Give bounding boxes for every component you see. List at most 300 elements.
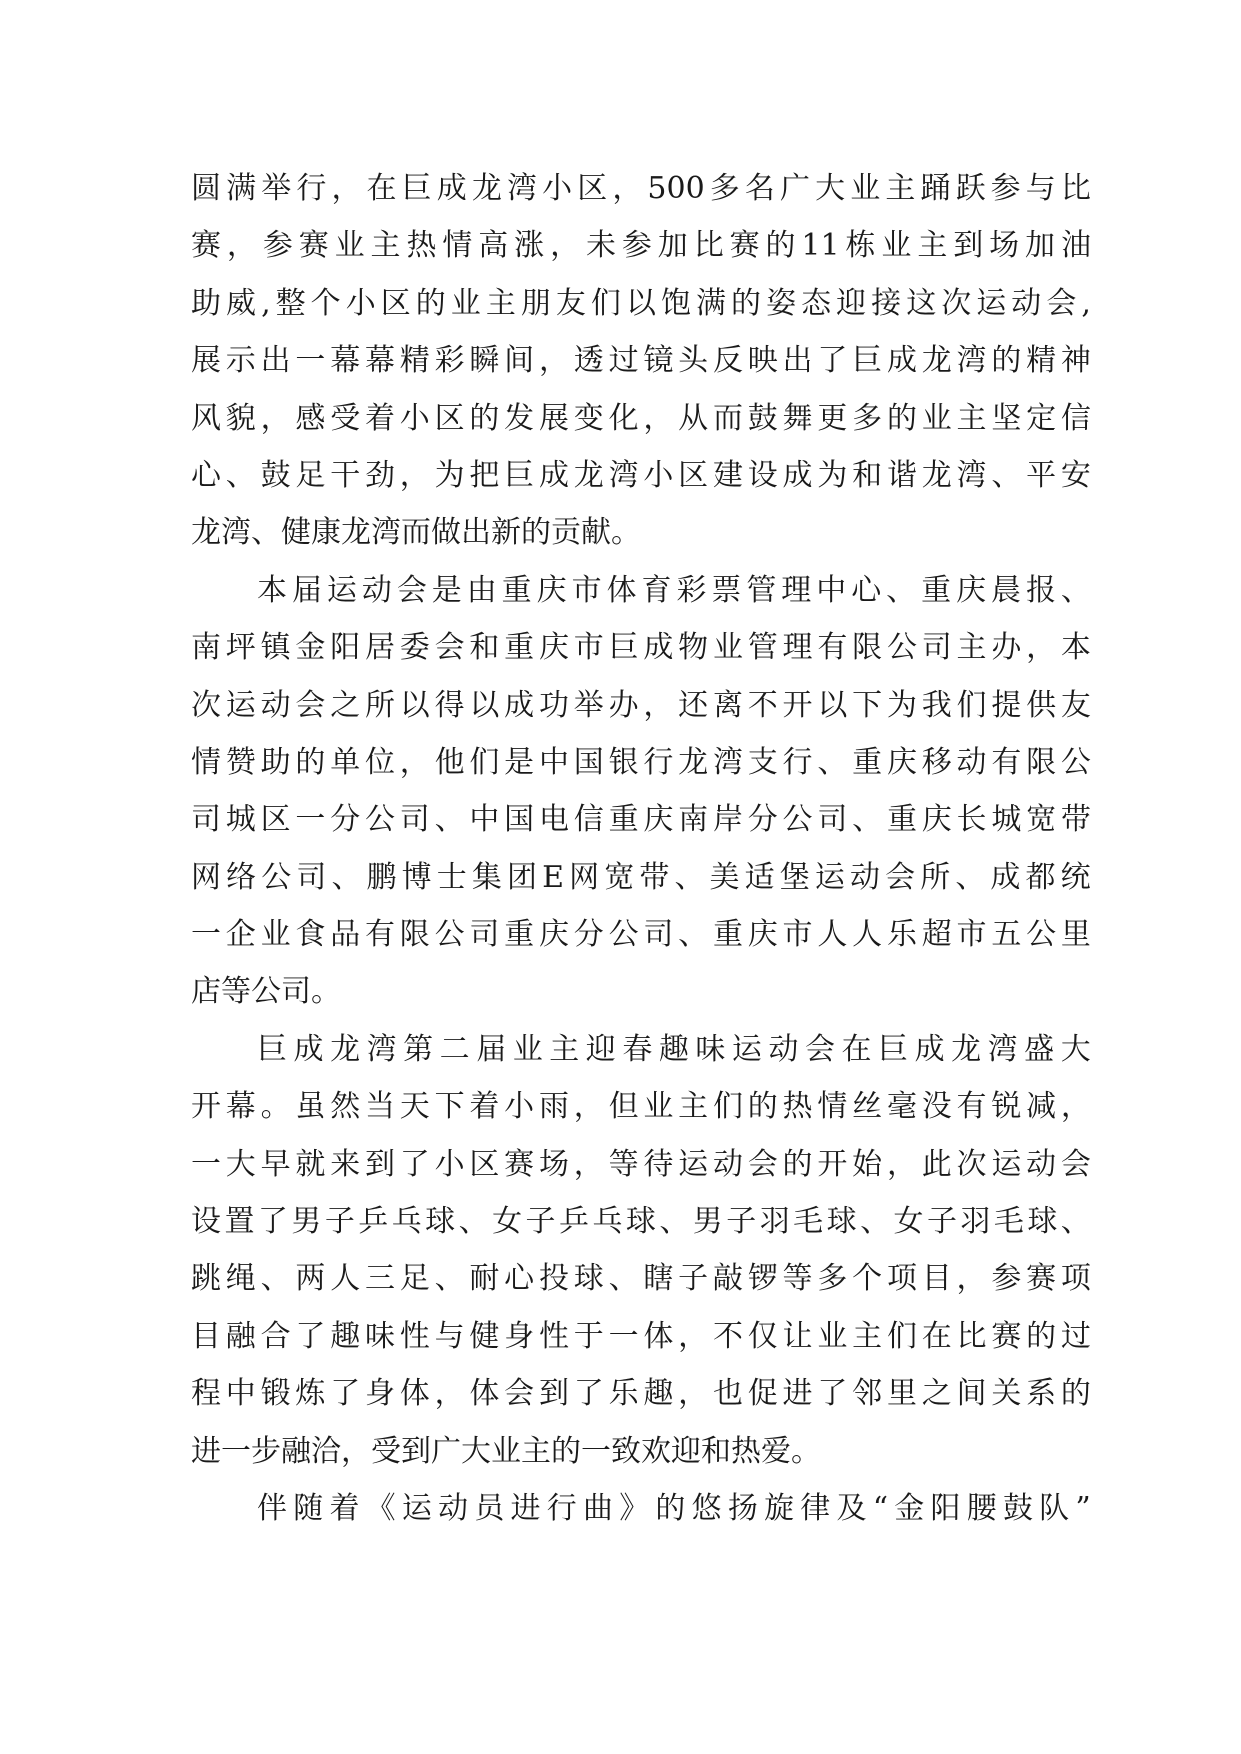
text-glyph: 男 [692,1204,723,1240]
text-glyph: 三 [364,1261,395,1297]
text-glyph: 锣 [747,1261,778,1297]
text-glyph: 的 [521,515,551,551]
text-glyph: 镇 [260,630,291,666]
text-glyph: 过 [1060,1318,1091,1354]
text-glyph: 湾 [371,515,401,551]
text-glyph: 、 [991,457,1022,493]
text-glyph: 中 [538,744,569,780]
text-glyph: 多 [709,171,740,206]
text-glyph: 食 [295,917,326,953]
text-glyph: 了 [399,1146,430,1182]
text-glyph: 分 [573,917,604,953]
text-glyph: 安 [1060,457,1091,493]
text-glyph: 让 [782,1318,813,1354]
text-glyph: 未 [585,228,616,264]
text-glyph: ， [573,1146,604,1182]
text-glyph: 减 [1026,1089,1057,1125]
text-glyph: 会 [747,1146,778,1182]
text-glyph: 毫 [886,1089,917,1125]
text-glyph: 在 [366,171,397,206]
text-glyph: 以 [469,687,500,723]
text-glyph: 参 [262,228,293,264]
text-glyph: 限 [399,917,430,953]
text-glyph: 主 [956,630,987,666]
text-glyph: 欢 [641,1433,671,1469]
text-glyph: 。 [260,1089,291,1125]
text-glyph: 集 [471,859,502,895]
text-glyph: 络 [226,859,257,895]
text-glyph: 鼓 [747,400,778,436]
text-glyph: 会 [804,1031,835,1067]
text-glyph: 赞 [225,744,256,780]
text-glyph: 办 [608,687,639,723]
text-glyph: 供 [1026,687,1057,723]
text-glyph: 司 [296,859,327,895]
text-glyph: 城 [991,802,1022,838]
text-glyph: 国 [573,744,604,780]
text-glyph: 分 [747,802,778,838]
text-glyph: 子 [926,1204,957,1240]
text-glyph: 的 [1060,1376,1091,1412]
text-glyph: 网 [569,859,600,895]
text-glyph: 主 [852,1318,883,1354]
text-glyph: 龙 [678,744,709,780]
text-glyph: 、 [251,515,281,551]
text-glyph: 动 [956,744,987,780]
text-glyph: 成 [914,1031,945,1067]
text-glyph: 鼓 [260,457,291,493]
text-glyph: 主 [956,400,987,436]
text-glyph: 不 [747,687,778,723]
text-glyph: 成 [643,630,674,666]
text-glyph: 大 [815,171,846,206]
text-glyph: 此 [921,1146,952,1182]
text-glyph: ， [612,171,643,206]
text-glyph: 反 [712,343,743,379]
text-glyph: 、 [817,744,848,780]
text-glyph: 我 [921,687,952,723]
text-glyph: 主 [549,1031,580,1067]
text-glyph: 业 [643,1089,674,1125]
text-glyph: 城 [225,802,256,838]
text-line [191,1193,1091,1250]
text-glyph: 进 [191,1433,221,1469]
text-glyph: 了 [573,1376,604,1412]
text-glyph: 、 [260,1261,291,1297]
text-glyph: 乓 [391,1204,422,1240]
text-glyph: 不 [712,1318,743,1354]
text-glyph: 的 [782,1146,813,1182]
text-glyph: 映 [747,343,778,379]
text-glyph: 11 [801,228,840,264]
text-glyph: 圆 [191,171,221,206]
text-glyph: 早 [260,1146,291,1182]
text-glyph: 迎 [671,1433,701,1469]
text-glyph: 项 [886,1261,917,1297]
text-glyph: 旋 [764,1490,795,1526]
text-glyph: 体 [606,572,637,608]
text-glyph: 、 [1060,572,1091,608]
text-glyph: 满 [226,171,257,206]
text-glyph: 会 [434,630,465,666]
text-glyph: 信 [1060,400,1091,436]
text-glyph: 羽 [960,1204,991,1240]
text-glyph: 威 [226,285,257,321]
text-glyph: ， [550,228,581,264]
text-glyph: 示 [225,343,256,379]
text-glyph: 管 [747,630,778,666]
text-glyph: 由 [466,572,497,608]
text-glyph: 行 [296,171,327,206]
text-glyph: 坚 [991,400,1022,436]
text-glyph: 待 [643,1146,674,1182]
text-glyph: 运 [731,1031,762,1067]
text-glyph: 幕 [330,343,361,379]
text-glyph: 司 [469,917,500,953]
text-glyph: 庆 [538,917,569,953]
text-glyph: 耐 [469,1261,500,1297]
text-glyph: 一 [608,1318,639,1354]
text-glyph: 湾 [608,457,639,493]
text-glyph: 公 [886,630,917,666]
text-glyph: 龙 [330,1031,361,1067]
text-glyph: 动 [712,1146,743,1182]
text-glyph: 赛 [729,228,760,264]
text-glyph: 里 [886,1376,917,1412]
text-glyph: 小 [399,400,430,436]
text-glyph: 提 [991,687,1022,723]
text-glyph: 们 [590,285,621,321]
text-glyph: 心 [504,1261,535,1297]
text-glyph: 趣 [330,1318,361,1354]
text-glyph: 带 [1060,802,1091,838]
text-glyph: 友 [1060,687,1091,723]
text-glyph: 乐 [608,1376,639,1412]
text-glyph: 市 [573,630,604,666]
text-glyph: 化 [608,400,639,436]
text-glyph: ， [226,228,257,264]
text-glyph: 、 [1060,1204,1091,1240]
text-glyph: 为 [434,457,465,493]
text-glyph: 为 [817,457,848,493]
text-glyph: 幕 [364,343,395,379]
text-glyph: 程 [191,1376,221,1412]
text-glyph: 运 [326,572,357,608]
text-glyph: 成 [886,343,917,379]
text-glyph: 业 [334,228,365,264]
text-glyph: 是 [504,744,535,780]
text-glyph: 涨 [514,228,545,264]
text-glyph: 晨 [991,572,1022,608]
text-glyph: 成 [504,687,535,723]
text-glyph: 赛 [1026,1261,1057,1297]
text-glyph: 主 [917,228,948,264]
text-glyph: 司 [817,802,848,838]
text-line [191,332,1091,389]
text-glyph: 干 [330,457,361,493]
text-glyph: 场 [989,228,1020,264]
text-glyph: 区 [469,1146,500,1182]
text-glyph: 里 [1060,917,1091,953]
text-glyph: 鹏 [366,859,397,895]
text-glyph: 多 [852,400,883,436]
text-glyph: 子 [324,1204,355,1240]
text-glyph: 而 [712,400,743,436]
text-glyph: 了 [257,1204,288,1240]
text-glyph: 理 [782,630,813,666]
text-glyph: 彩 [434,343,465,379]
text-glyph: 主 [485,285,516,321]
text-glyph: 足 [399,1261,430,1297]
text-glyph: 重 [852,744,883,780]
text-glyph: , [261,285,271,321]
text-line [191,160,1091,217]
text-glyph: ， [643,400,674,436]
text-glyph: 业 [450,285,481,321]
text-line [191,1423,1091,1480]
text-glyph: 饱 [660,285,691,321]
text-glyph: 中 [816,572,847,608]
text-glyph: 会 [295,687,326,723]
text-glyph: 主 [678,1089,709,1125]
text-glyph: 区 [678,457,709,493]
text-glyph: 瞬 [469,343,500,379]
text-glyph: 有 [991,744,1022,780]
text-glyph: 有 [956,1089,987,1125]
text-glyph: 融 [281,1433,311,1469]
text-glyph: 运 [991,1146,1022,1182]
text-glyph: 助 [191,285,221,321]
text-glyph: 重 [608,802,639,838]
text-glyph: 司 [191,802,221,838]
text-glyph: 。 [311,974,341,1010]
text-glyph: 行 [782,744,813,780]
text-glyph: 动 [1026,1146,1057,1182]
text-glyph: 在 [921,1318,952,1354]
text-glyph: 风 [191,400,221,436]
text-line [191,1365,1091,1422]
text-glyph: 限 [1026,744,1057,780]
text-glyph: 巨 [257,1031,287,1067]
text-glyph: 运 [225,687,256,723]
text-glyph: 然 [330,1089,361,1125]
text-glyph: 身 [364,1376,395,1412]
text-glyph: 跳 [191,1261,221,1297]
text-glyph: 次 [941,285,972,321]
text-glyph: 出 [782,343,813,379]
text-glyph: 满 [696,285,727,321]
text-glyph: 会 [396,572,427,608]
text-glyph: 间 [956,1376,987,1412]
text-glyph: 区 [577,171,608,206]
text-glyph: 子 [678,1261,709,1297]
text-glyph: 届 [476,1031,507,1067]
text-line [191,1078,1091,1135]
text-glyph: 当 [364,1089,395,1125]
text-glyph: 目 [191,1318,221,1354]
text-glyph: ， [341,1433,371,1469]
text-glyph: 动 [768,1031,799,1067]
text-glyph: 更 [817,400,848,436]
text-glyph: 舞 [782,400,813,436]
text-line [191,447,1091,504]
text-glyph: 巨 [852,343,883,379]
text-glyph: 成 [293,1031,324,1067]
text-glyph: 洽 [311,1433,341,1469]
text-glyph: 龙 [921,343,952,379]
text-glyph: 的 [1026,1318,1057,1354]
text-glyph: 项 [1060,1261,1091,1297]
text-glyph: 到 [953,228,984,264]
text-glyph: 区 [380,285,411,321]
text-glyph: ， [956,1261,987,1297]
text-glyph: 男 [291,1204,322,1240]
text-glyph: 的 [731,285,762,321]
text-glyph: 小 [345,285,376,321]
text-glyph: 业 [850,171,881,206]
text-glyph: 等 [782,1261,813,1297]
text-glyph: 大 [461,1433,491,1469]
text-glyph: 趣 [658,1031,689,1067]
text-glyph: 中 [225,1376,256,1412]
text-glyph: 下 [852,687,883,723]
text-glyph: 栋 [845,228,876,264]
text-glyph: 新 [491,515,521,551]
text-glyph: 龙 [573,457,604,493]
text-glyph: 性 [399,1318,430,1354]
text-glyph: 也 [712,1376,743,1412]
text-glyph: 油 [1060,228,1091,264]
text-glyph: 美 [709,859,740,895]
text-glyph: 电 [538,802,569,838]
text-glyph: 运 [814,859,845,895]
text-glyph: 湾 [987,1031,1018,1067]
text-glyph: 的 [551,1433,581,1469]
text-glyph: 等 [221,974,251,1010]
text-glyph: 超 [921,917,952,953]
text-glyph: 会 [1046,285,1077,321]
text-glyph: 小 [643,457,674,493]
text-glyph: 公 [782,802,813,838]
text-glyph: 庆 [536,572,567,608]
text-glyph: 了 [330,1376,361,1412]
text-glyph: 单 [330,744,361,780]
text-glyph: 幕 [225,1089,256,1125]
text-glyph: 司 [399,802,430,838]
text-glyph: 绳 [225,1261,256,1297]
text-glyph: 进 [782,1376,813,1412]
text-glyph: 变 [573,400,604,436]
text-glyph: 动 [361,572,392,608]
text-glyph: 毛 [993,1204,1024,1240]
text-glyph: 庆 [886,744,917,780]
text-glyph: ， [678,1318,709,1354]
text-glyph: 但 [608,1089,639,1125]
text-line [191,677,1091,734]
text-glyph: 开 [782,687,813,723]
text-glyph: 公 [364,802,395,838]
text-glyph: 定 [1026,400,1057,436]
text-glyph: 到 [401,1433,431,1469]
text-glyph: 业 [817,1318,848,1354]
text-glyph: 、 [860,1204,891,1240]
text-glyph: 一 [295,802,326,838]
text-glyph: 都 [1025,859,1056,895]
text-glyph: 律 [800,1490,831,1526]
text-glyph: 有 [364,917,395,953]
text-glyph: 龙 [341,515,371,551]
text-glyph: 做 [431,515,461,551]
text-glyph: 劲 [364,457,395,493]
text-glyph: 健 [281,515,311,551]
text-glyph: 、 [434,1261,465,1297]
text-glyph: 。 [791,1433,821,1469]
text-glyph: 的 [765,228,796,264]
text-glyph: 神 [1060,343,1091,379]
text-glyph: 随 [293,1490,324,1526]
text-glyph: 们 [712,1089,743,1125]
text-glyph: 位 [364,744,395,780]
text-glyph: 下 [434,1089,465,1125]
text-glyph: 之 [330,687,361,723]
text-glyph: ， [399,744,430,780]
text-glyph: 宽 [1026,802,1057,838]
text-glyph: 业 [712,630,743,666]
text-glyph: 届 [291,572,322,608]
text-glyph: ， [1060,1089,1091,1125]
text-glyph: E [542,859,564,895]
text-glyph: 进 [510,1490,541,1526]
text-glyph: 球 [625,1204,656,1240]
text-glyph: 比 [693,228,724,264]
text-glyph: 博 [401,859,432,895]
text-glyph: 队 [1039,1490,1070,1526]
text-glyph: 湾 [956,457,987,493]
text-glyph: 一 [191,1146,221,1182]
text-glyph: 会 [1060,1146,1091,1182]
text-glyph: 人 [817,917,848,953]
text-glyph: 限 [852,630,883,666]
text-glyph: 运 [401,1490,432,1526]
text-glyph: 展 [538,400,569,436]
text-glyph: 迎 [585,1031,616,1067]
text-glyph: 委 [399,630,430,666]
text-glyph: 第 [403,1031,434,1067]
text-glyph: 两 [295,1261,326,1297]
text-glyph: 球 [826,1204,857,1240]
text-glyph: 五 [991,917,1022,953]
text-line [191,963,1091,1020]
text-glyph: 的 [295,744,326,780]
text-line [191,1250,1091,1307]
text-glyph: 爱 [761,1433,791,1469]
text-glyph: 人 [852,917,883,953]
text-glyph: 重 [501,572,532,608]
text-glyph: 成 [538,457,569,493]
text-glyph: 巨 [504,457,535,493]
text-glyph: 体 [469,1376,500,1412]
text-glyph: 动 [438,1490,469,1526]
text-glyph: 天 [399,1089,430,1125]
text-glyph: 足 [295,457,326,493]
text-glyph: 始 [852,1146,883,1182]
text-glyph: 感 [295,400,326,436]
text-glyph: 公 [1060,744,1091,780]
text-glyph: ， [331,171,362,206]
text-glyph: 彩 [676,572,707,608]
text-line [191,849,1091,906]
text-glyph: ， [260,400,291,436]
